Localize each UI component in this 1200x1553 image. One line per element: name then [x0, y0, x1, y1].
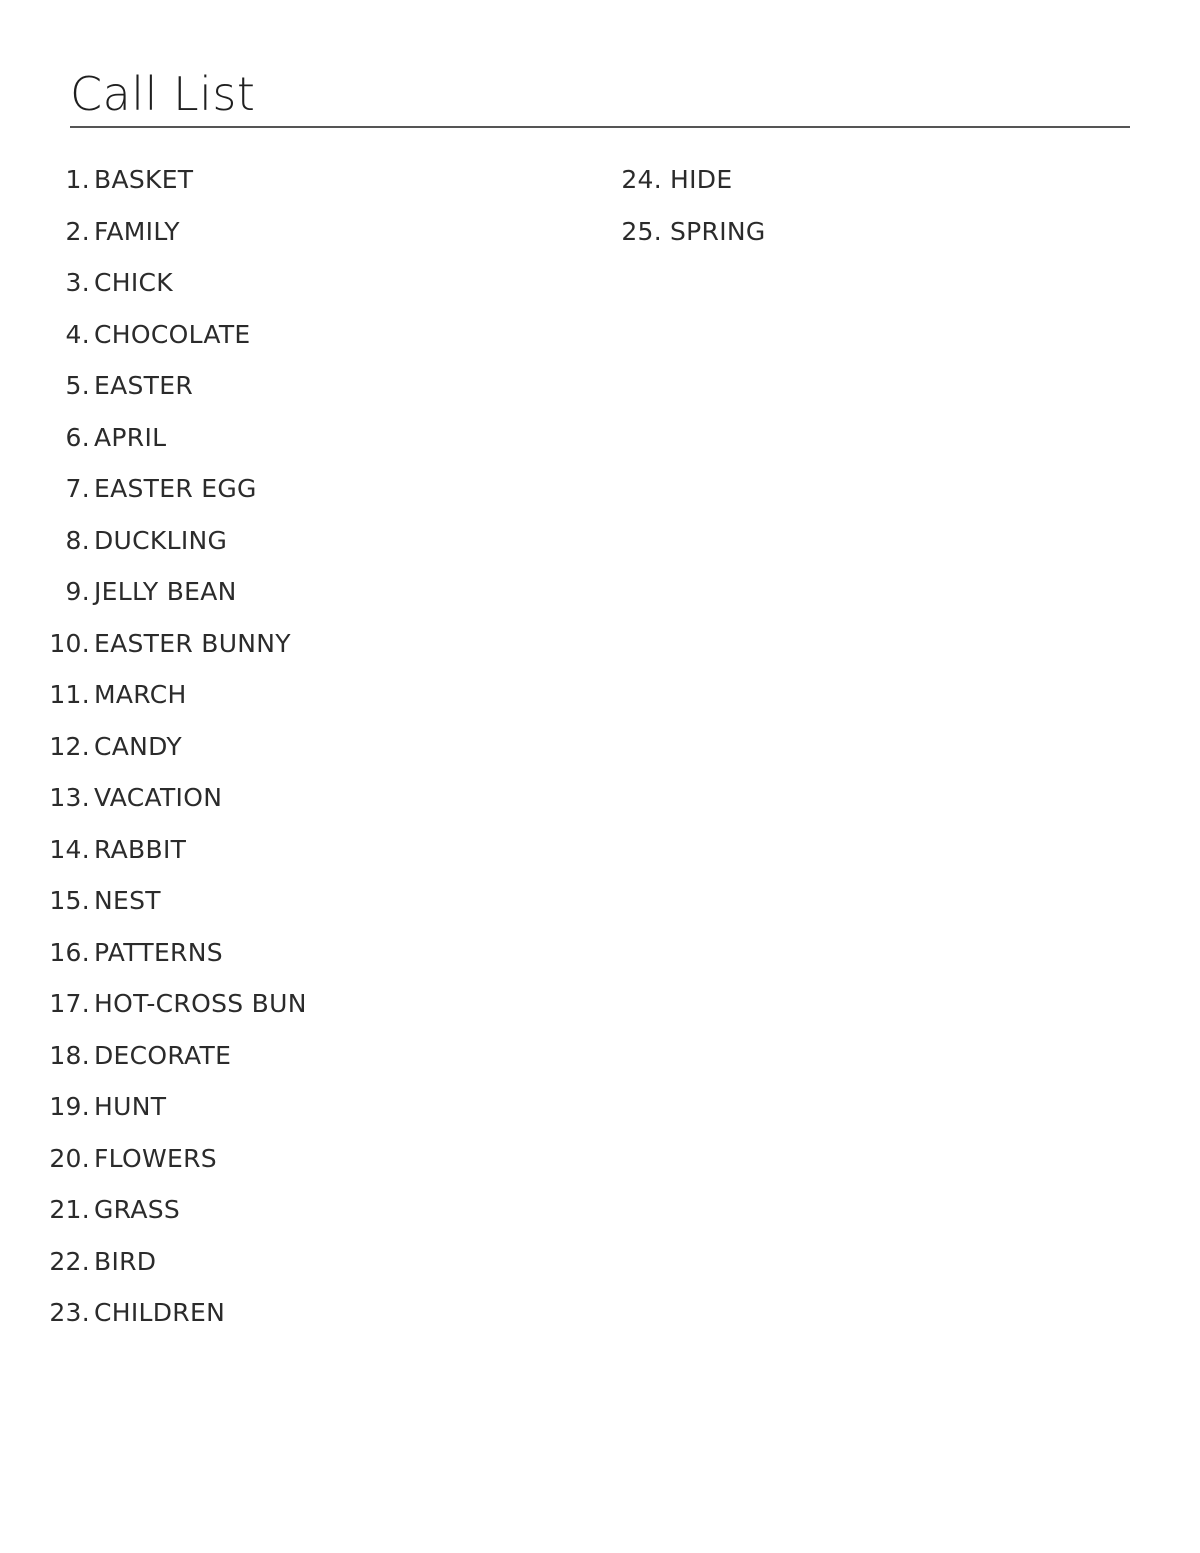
item-word: SPRING	[670, 216, 766, 246]
item-number: 23.	[49, 1298, 90, 1327]
list-item	[0, 309, 560, 361]
item-word: DECORATE	[94, 1040, 232, 1070]
item-number: 11.	[49, 680, 90, 709]
list-item	[570, 206, 1130, 258]
list-item	[0, 566, 560, 618]
page-title: Call List	[70, 67, 256, 121]
item-word: CANDY	[94, 731, 182, 761]
list-item	[0, 1184, 560, 1236]
list-item	[0, 927, 560, 979]
item-number: 7.	[65, 474, 90, 503]
item-word: BIRD	[94, 1246, 157, 1276]
item-number: 5.	[65, 371, 90, 400]
call-list-right-column	[570, 154, 1130, 257]
item-word: BASKET	[94, 165, 194, 194]
list-item	[0, 1287, 560, 1339]
list-item	[0, 412, 560, 464]
list-item	[0, 360, 560, 412]
item-word: RABBIT	[94, 834, 187, 864]
item-number: 9.	[65, 577, 90, 606]
item-number: 21.	[49, 1195, 90, 1224]
list-item	[0, 875, 560, 927]
list-item	[0, 1236, 560, 1288]
item-number: 3.	[65, 268, 90, 297]
item-number: 22.	[49, 1246, 90, 1276]
item-number: 17.	[49, 989, 90, 1018]
list-item	[0, 618, 560, 670]
item-word: HUNT	[94, 1092, 167, 1121]
item-number: 20.	[49, 1143, 90, 1173]
item-word: EASTER	[94, 371, 194, 400]
title-underline	[70, 126, 1130, 128]
item-word: JELLY BEAN	[94, 577, 237, 606]
list-item	[0, 1133, 560, 1185]
list-item	[0, 154, 560, 206]
list-item	[0, 978, 560, 1030]
item-number: 2.	[65, 216, 90, 246]
item-word: HOT-CROSS BUN	[94, 989, 307, 1018]
item-word: APRIL	[94, 422, 167, 452]
item-word: VACATION	[94, 783, 223, 812]
item-word: CHICK	[94, 268, 173, 297]
item-number: 16.	[49, 937, 90, 967]
item-word: CHILDREN	[94, 1298, 226, 1327]
item-number: 4.	[65, 319, 90, 349]
item-number: 6.	[65, 422, 90, 452]
item-word: MARCH	[94, 680, 187, 709]
list-item	[0, 1081, 560, 1133]
item-number: 10.	[49, 628, 90, 658]
item-number: 19.	[49, 1092, 90, 1121]
list-item	[0, 257, 560, 309]
item-word: HIDE	[670, 165, 733, 194]
item-word: FAMILY	[94, 216, 180, 246]
item-number: 8.	[65, 525, 90, 555]
list-item	[0, 824, 560, 876]
item-word: FLOWERS	[94, 1143, 217, 1173]
item-word: DUCKLING	[94, 525, 228, 555]
list-item	[0, 206, 560, 258]
list-item	[570, 154, 1130, 206]
item-number: 15.	[49, 886, 90, 915]
item-number: 13.	[49, 783, 90, 812]
item-number: 1.	[65, 165, 90, 194]
list-item	[0, 1030, 560, 1082]
item-word: GRASS	[94, 1195, 181, 1224]
item-number: 24.	[621, 165, 662, 194]
item-number: 25.	[621, 216, 662, 246]
list-item	[0, 515, 560, 567]
list-item	[0, 463, 560, 515]
item-number: 18.	[49, 1040, 90, 1070]
item-word: PATTERNS	[94, 937, 223, 967]
item-word: CHOCOLATE	[94, 319, 251, 349]
item-word: EASTER BUNNY	[94, 628, 291, 658]
item-number: 12.	[49, 731, 90, 761]
list-item	[0, 772, 560, 824]
item-word: EASTER EGG	[94, 474, 257, 503]
item-number: 14.	[49, 834, 90, 864]
list-item	[0, 669, 560, 721]
item-word: NEST	[94, 886, 161, 915]
list-item	[0, 721, 560, 773]
call-list-left-column	[0, 154, 560, 1339]
